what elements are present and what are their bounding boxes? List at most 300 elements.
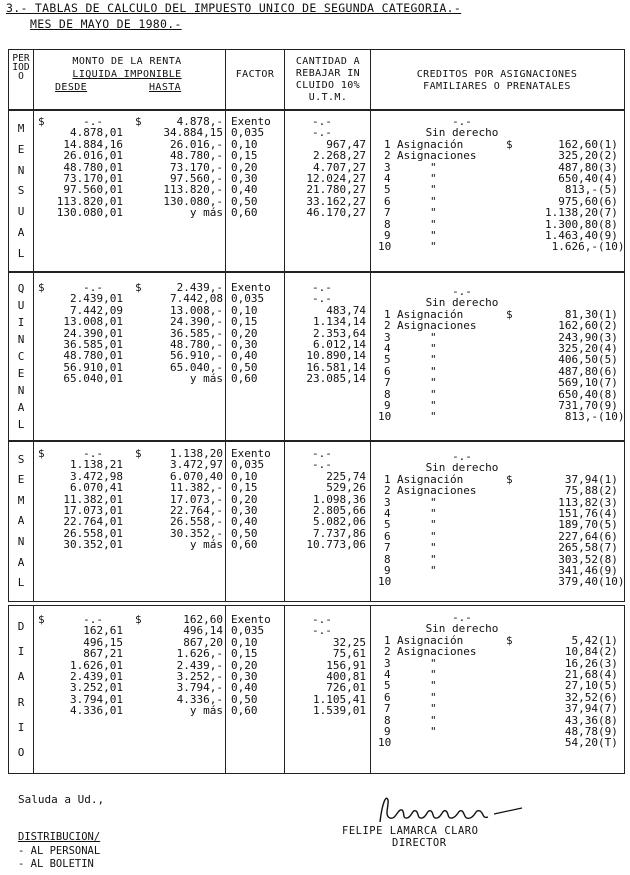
credit-index: (7)	[598, 376, 618, 390]
currency-symbol: $	[38, 447, 45, 460]
table-row	[35, 648, 226, 659]
credit-number: 1	[384, 472, 391, 486]
factor-value: 0,15	[231, 647, 258, 661]
factor-value: 0,60	[231, 704, 258, 718]
desde-value: 30.352,01	[63, 538, 123, 552]
credit-index: (3)	[598, 160, 618, 174]
credit-row	[372, 646, 622, 657]
hasta-value: 3.794,-	[176, 681, 223, 695]
factor-value: 0,20	[231, 326, 258, 340]
rebajar-value: 1.134,14	[313, 315, 366, 329]
hasta-header: HASTA	[149, 82, 182, 93]
period-letter: A	[17, 401, 25, 414]
credit-amount: 162,60	[558, 137, 598, 151]
column-divider	[370, 272, 371, 441]
credit-label: "	[430, 364, 437, 378]
credit-row	[372, 737, 622, 748]
credit-label: "	[430, 702, 437, 716]
rebajar-value: 967,47	[326, 137, 366, 151]
period-letter: Q	[17, 282, 25, 295]
desde-value: 26.558,01	[63, 526, 123, 540]
credit-row	[372, 207, 622, 218]
credit-label: "	[430, 552, 437, 566]
period-label	[9, 449, 33, 593]
hasta-value: y más	[189, 704, 223, 718]
factor-value: 0,60	[231, 372, 258, 386]
factor-header: FACTOR	[235, 69, 275, 80]
creditos-header-1: CREDITOS POR ASIGNACIONES	[416, 69, 578, 80]
table-row	[35, 207, 226, 218]
currency-symbol: $	[38, 281, 45, 294]
credit-index: (6)	[598, 529, 618, 543]
credit-amount: 151,76	[558, 506, 598, 520]
sin-derecho-label: Sin derecho	[425, 622, 499, 636]
column-divider	[33, 272, 34, 441]
credit-amount: 54,20	[564, 736, 598, 750]
rebajar-value: 12.024,27	[306, 172, 366, 185]
credit-label: "	[430, 387, 437, 401]
desde-value: 130.080,01	[56, 206, 123, 220]
credits-dash: -.-	[452, 611, 472, 624]
hasta-value: 36.585,-	[170, 326, 223, 340]
desde-value: 48.780,01	[63, 349, 123, 363]
period-letter: N	[17, 384, 25, 397]
credit-label: "	[430, 206, 437, 220]
credit-number: 7	[384, 376, 391, 390]
credit-amount: 227,64	[558, 529, 598, 543]
factor-value: Exento	[231, 447, 271, 460]
credit-number: 5	[384, 518, 391, 532]
credit-number: 8	[384, 217, 391, 231]
factor-value: 0,50	[231, 526, 258, 540]
credit-label: "	[430, 217, 437, 231]
credit-index: (6)	[598, 194, 618, 208]
credit-row	[372, 542, 622, 553]
desde-value: 496,15	[83, 635, 123, 649]
period-letter: N	[17, 163, 25, 177]
credit-amount: 113,82	[558, 495, 598, 509]
hasta-value: 56.910,-	[170, 349, 223, 363]
hasta-value: 11.382,-	[170, 481, 223, 495]
credit-amount: 48,78	[564, 724, 598, 738]
credit-index: (7)	[598, 206, 618, 220]
factor-value: Exento	[231, 613, 271, 626]
distribution-item: - AL BOLETIN	[18, 858, 94, 870]
factor-value: 0,60	[231, 206, 258, 220]
column-divider	[370, 110, 371, 272]
credits-column	[372, 115, 625, 254]
credit-amount: 325,20	[558, 149, 598, 163]
hasta-value: 34.884,15	[163, 126, 223, 140]
rebajar-header-1: CANTIDAD A	[295, 56, 361, 67]
credit-number: 8	[384, 552, 391, 566]
credit-label: Asignación	[397, 472, 464, 486]
credit-index: (9)	[598, 398, 618, 412]
desde-value: 56.910,01	[63, 360, 123, 374]
credit-amount: 37,94	[564, 702, 598, 716]
credit-label: "	[430, 194, 437, 208]
desde-value: 48.780,01	[63, 160, 123, 174]
period-letter: N	[17, 333, 25, 346]
credit-label: "	[430, 240, 437, 254]
credits-column	[372, 450, 625, 589]
credit-label: Asignación	[397, 137, 464, 151]
factor-value: 0,15	[231, 315, 258, 329]
period-letter: D	[17, 620, 25, 634]
credit-label: "	[430, 529, 437, 543]
period-letter: S	[17, 452, 25, 466]
credit-index: (3)	[598, 330, 618, 344]
hasta-value: y más	[189, 538, 223, 552]
rebajar-value: 16.581,14	[306, 360, 366, 374]
desde-value: -.-	[83, 281, 103, 294]
credits-dash: -.-	[452, 450, 472, 463]
credit-label: "	[430, 171, 437, 185]
rebajar-value: 75,61	[332, 647, 366, 661]
credit-index: (6)	[598, 364, 618, 378]
factor-value: 0,035	[231, 292, 265, 306]
credit-number: 10	[378, 240, 392, 254]
credit-index: (10)	[598, 410, 625, 424]
factor-value: 0,30	[231, 172, 258, 185]
factor-value: 0,40	[231, 349, 258, 363]
credit-number: 3	[384, 330, 391, 344]
rebajar-value: -.-	[312, 115, 332, 128]
period-letter: N	[17, 535, 25, 549]
credit-label: "	[430, 398, 437, 412]
rebajar-value: 10.890,14	[306, 349, 366, 363]
rebajar-value: 32,25	[332, 635, 366, 649]
monto-header-1: MONTO DE LA RENTA	[72, 56, 182, 67]
rebajar-value: 33.162,27	[306, 194, 366, 208]
credit-label: Asignaciones	[397, 484, 477, 498]
hasta-value: 30.352,-	[170, 526, 223, 540]
credit-number: 3	[384, 656, 391, 670]
rebajar-value: 1.105,41	[313, 692, 366, 706]
credit-index: (5)	[598, 679, 618, 693]
rebajar-value: -.-	[312, 447, 332, 460]
desde-value: 13.008,01	[63, 315, 123, 329]
credit-label: "	[430, 506, 437, 520]
credit-row	[372, 410, 625, 424]
hasta-value: 130.080,-	[163, 194, 223, 208]
factor-value: 0,10	[231, 469, 258, 483]
credit-index: (5)	[598, 353, 618, 367]
credit-label: "	[430, 518, 437, 532]
credit-number: 2	[384, 149, 391, 163]
credit-number: 4	[384, 341, 391, 355]
period-letter: A	[17, 555, 25, 569]
period-letter: A	[17, 670, 25, 684]
credit-index: (2)	[598, 484, 618, 498]
hasta-value: 6.070,40	[170, 469, 223, 483]
credit-index: (T)	[598, 736, 618, 750]
credit-index: (3)	[598, 656, 618, 670]
rebajar-value: 23.085,14	[306, 372, 366, 386]
credit-row	[372, 240, 625, 254]
credit-number: 10	[378, 410, 392, 424]
credit-number: 5	[384, 183, 391, 197]
period-letter: L	[17, 576, 25, 590]
currency-symbol: $	[135, 613, 142, 626]
table-row	[35, 482, 226, 493]
credit-label: Asignaciones	[397, 149, 477, 163]
credit-number: 10	[378, 575, 392, 589]
credit-label: "	[430, 541, 437, 555]
desde-value: 24.390,01	[63, 326, 123, 340]
credit-amount: 341,46	[558, 563, 598, 577]
factor-value: 0,15	[231, 149, 258, 163]
period-letter: C	[17, 350, 25, 363]
credit-index: (6)	[598, 690, 618, 704]
table-row	[35, 705, 226, 716]
credit-number: 8	[384, 387, 391, 401]
factor-value: 0,20	[231, 492, 258, 506]
rebajar-value: 5.082,06	[313, 515, 366, 529]
hasta-value: 17.073,-	[170, 492, 223, 506]
factor-value: 0,035	[231, 126, 265, 140]
hasta-value: 48.780,-	[170, 338, 223, 351]
credit-number: 9	[384, 724, 391, 738]
credit-label: "	[430, 228, 437, 242]
desde-value: -.-	[83, 613, 103, 626]
rebajar-value: 46.170,27	[306, 206, 366, 220]
hasta-value: 4.878,-	[176, 115, 223, 128]
desde-value: 14.884,16	[63, 137, 123, 151]
desde-value: 7.442,09	[70, 303, 123, 317]
credit-label: "	[430, 341, 437, 355]
hasta-value: 4.336,-	[176, 692, 223, 706]
credit-row	[372, 150, 622, 161]
credit-index: (7)	[598, 541, 618, 555]
factor-value: 0,30	[231, 670, 258, 683]
period-letter: E	[17, 142, 25, 156]
credit-number: 4	[384, 171, 391, 185]
period-letter: O	[17, 745, 25, 759]
desde-value: 4.878,01	[70, 126, 123, 140]
credit-label: "	[430, 160, 437, 174]
period-letter: U	[17, 205, 25, 219]
rebajar-value: 1.539,01	[313, 704, 366, 718]
credit-amount: 487,80	[558, 160, 598, 174]
credit-label: "	[430, 724, 437, 738]
credit-index: (8)	[598, 387, 618, 401]
credit-amount: 81,30	[564, 307, 598, 321]
factor-value: Exento	[231, 115, 271, 128]
rebajar-header-2: REBAJAR IN	[295, 68, 361, 79]
hasta-value: 2.439,-	[176, 281, 223, 294]
period-letter: A	[17, 226, 25, 240]
factor-value: 0,40	[231, 681, 258, 695]
rebajar-value: 726,01	[326, 681, 366, 695]
factor-value: 0,50	[231, 360, 258, 374]
rebajar-header-3: CLUIDO 10%	[295, 80, 361, 91]
table-header	[8, 49, 625, 111]
document-title: 3.- TABLAS DE CALCULO DEL IMPUESTO UNICO DE SEGUNDA CATEGORIA.-	[6, 1, 462, 15]
period-letter: L	[17, 418, 25, 431]
currency-symbol: $	[38, 115, 45, 128]
credit-number: 4	[384, 506, 391, 520]
credit-index: (9)	[598, 228, 618, 242]
credit-label: Asignación	[397, 633, 464, 647]
credit-label: "	[430, 563, 437, 577]
desde-value: 867,21	[83, 647, 123, 661]
credits-dash: -.-	[452, 115, 472, 128]
periodo-label: PERIODO	[12, 53, 30, 82]
rebajar-value: -.-	[312, 458, 332, 472]
period-letter: U	[17, 299, 25, 312]
desde-value: 4.336,01	[70, 704, 123, 718]
credit-row	[372, 575, 625, 589]
desde-value: -.-	[83, 115, 103, 128]
rebajar-value: 10.773,06	[306, 538, 366, 552]
factor-value: 0,50	[231, 194, 258, 208]
credit-index: (10)	[598, 240, 625, 254]
hasta-value: y más	[189, 206, 223, 220]
credit-label: Asignación	[397, 307, 464, 321]
factor-value: 0,10	[231, 635, 258, 649]
currency-symbol: $	[506, 633, 513, 647]
credit-index: (9)	[598, 563, 618, 577]
desde-value: 113.820,01	[56, 194, 123, 208]
credit-index: (3)	[598, 495, 618, 509]
period-letter: M	[17, 493, 25, 507]
hasta-value: 113.820,-	[163, 183, 223, 197]
credit-index: (1)	[598, 137, 618, 151]
signer-name: FELIPE LAMARCA CLARO	[342, 825, 479, 837]
credit-row	[372, 377, 622, 388]
rebajar-value: 225,74	[326, 469, 366, 483]
credit-amount: 1.463,40	[545, 228, 598, 242]
hasta-value: 22.764,-	[170, 504, 223, 517]
credit-label: "	[430, 656, 437, 670]
credit-label: "	[430, 679, 437, 693]
credit-number: 1	[384, 137, 391, 151]
column-divider	[33, 441, 34, 601]
credit-label: "	[430, 353, 437, 367]
factor-value: 0,60	[231, 538, 258, 552]
hasta-value: 73.170,-	[170, 160, 223, 174]
period-letter: R	[17, 695, 25, 709]
rebajar-value: 6.012,14	[313, 338, 366, 351]
desde-value: 65.040,01	[63, 372, 123, 386]
credit-amount: 487,80	[558, 364, 598, 378]
factor-value: 0,15	[231, 481, 258, 495]
document-subtitle: MES DE MAYO DE 1980.-	[30, 17, 182, 31]
credit-number: 9	[384, 228, 391, 242]
desde-value: 73.170,01	[63, 172, 123, 185]
credit-number: 3	[384, 495, 391, 509]
credit-index: (5)	[598, 183, 618, 197]
sin-derecho-label: Sin derecho	[425, 126, 499, 140]
period-letter: A	[17, 514, 25, 528]
credit-number: 2	[384, 484, 391, 498]
hasta-value: 3.472,97	[170, 458, 223, 472]
credit-index: (4)	[598, 341, 618, 355]
desde-value: 2.439,01	[70, 292, 123, 306]
credit-number: 4	[384, 667, 391, 681]
desde-value: 1.138,21	[70, 458, 123, 472]
desde-value: 162,61	[83, 624, 123, 638]
credit-number: 5	[384, 353, 391, 367]
credit-number: 9	[384, 398, 391, 412]
rebajar-value: 21.780,27	[306, 183, 366, 197]
rebajar-value: 4.707,27	[313, 160, 366, 174]
credit-amount: 650,40	[558, 387, 598, 401]
desde-value: 2.439,01	[70, 670, 123, 683]
credit-index: (4)	[598, 171, 618, 185]
credit-number: 7	[384, 541, 391, 555]
credit-amount: 43,36	[564, 713, 598, 727]
currency-symbol: $	[135, 281, 142, 294]
credit-index: (8)	[598, 217, 618, 231]
column-divider	[370, 606, 371, 773]
creditos-header-2: FAMILIARES O PRENATALES	[423, 81, 571, 92]
credit-index: (2)	[598, 319, 618, 333]
factor-value: Exento	[231, 281, 271, 294]
desde-value: 36.585,01	[63, 338, 123, 351]
period-letter: S	[17, 184, 25, 198]
desde-value: 3.472,98	[70, 469, 123, 483]
credit-amount: 162,60	[558, 319, 598, 333]
rebajar-value: 529,26	[326, 481, 366, 495]
credit-amount: 10,84	[564, 645, 598, 659]
rebajar-value: 7.737,86	[313, 526, 366, 540]
credit-index: (1)	[598, 307, 618, 321]
credit-row	[372, 703, 622, 714]
monto-header-2: LIQUIDA IMPONIBLE	[72, 69, 182, 80]
credits-column	[372, 612, 622, 749]
hasta-value: 3.252,-	[176, 670, 223, 683]
credit-number: 1	[384, 307, 391, 321]
credit-number: 1	[384, 633, 391, 647]
desde-value: 22.764,01	[63, 515, 123, 529]
closing-text: Saluda a Ud.,	[18, 793, 105, 806]
currency-symbol: $	[135, 447, 142, 460]
credit-label: "	[430, 690, 437, 704]
hasta-value: 13.008,-	[170, 303, 223, 317]
table-row	[35, 316, 226, 327]
credit-index: (4)	[598, 667, 618, 681]
credit-amount: 650,40	[558, 171, 598, 185]
column-divider	[370, 441, 371, 601]
hasta-value: 1.138,20	[170, 447, 223, 460]
hasta-value: 65.040,-	[170, 360, 223, 374]
period-label	[9, 614, 33, 765]
table-row	[35, 539, 226, 550]
period-letter: I	[17, 645, 25, 659]
credit-index: (5)	[598, 518, 618, 532]
credit-label: "	[430, 667, 437, 681]
credit-number: 6	[384, 194, 391, 208]
credit-amount: 75,88	[564, 484, 598, 498]
rebajar-value: 483,74	[326, 303, 366, 317]
column-divider	[33, 110, 34, 272]
factor-value: 0,30	[231, 338, 258, 351]
credit-number: 3	[384, 160, 391, 174]
credit-label: "	[430, 183, 437, 197]
credit-number: 7	[384, 206, 391, 220]
credit-amount: 37,94	[564, 472, 598, 486]
currency-symbol: $	[506, 137, 513, 151]
credit-index: (1)	[598, 472, 618, 486]
factor-value: 0,10	[231, 137, 258, 151]
credit-amount: 406,50	[558, 353, 598, 367]
period-label	[9, 118, 33, 264]
credit-number: 6	[384, 690, 391, 704]
hasta-value: 26.016,-	[170, 137, 223, 151]
desde-header: DESDE	[55, 82, 88, 93]
